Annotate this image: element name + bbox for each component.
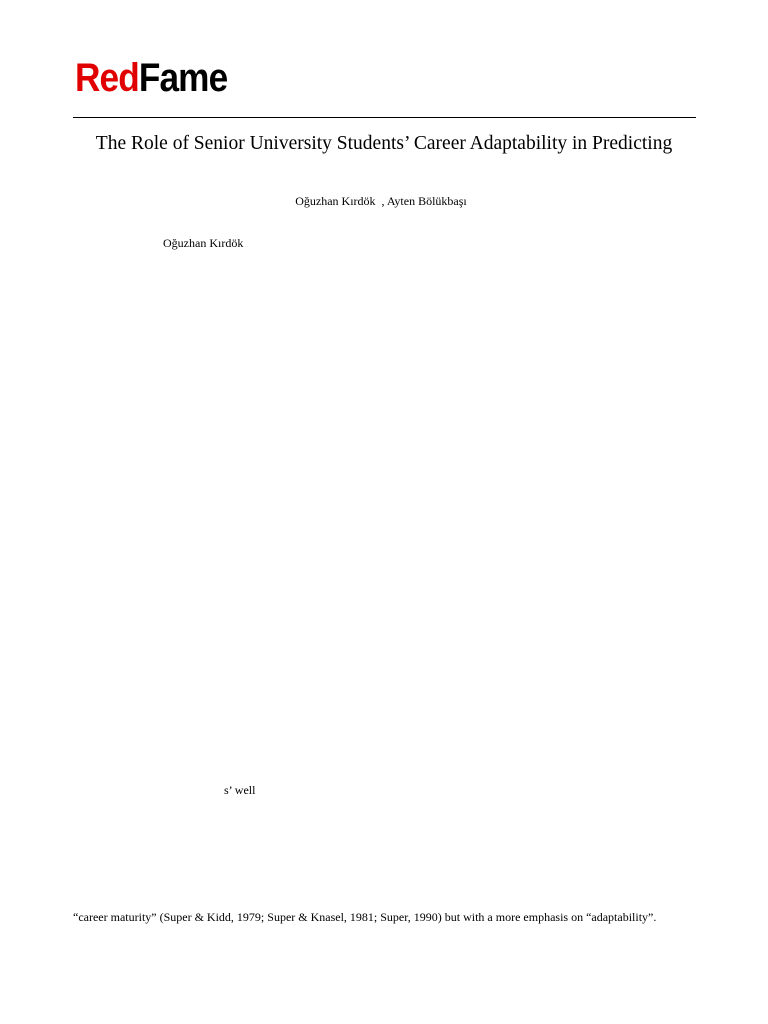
text-fragment: s’ well <box>224 783 256 797</box>
publisher-logo <box>75 56 227 100</box>
logo-red-text: Red <box>75 56 139 100</box>
author-list: Oğuzhan Kırdök , Ayten Bölükbaşı <box>295 194 467 208</box>
article-title: The Role of Senior University Students’ Career Adaptability in Predicting <box>95 133 673 154</box>
logo-black-text: Fame <box>138 56 228 100</box>
header-divider <box>73 117 696 118</box>
author-affiliation: Oğuzhan Kırdök <box>163 236 244 250</box>
body-text-line: “career maturity” (Super & Kidd, 1979; Super & Knasel, 1981; Super, 1990) but with a more emphasis on “adaptability”. <box>73 910 657 924</box>
